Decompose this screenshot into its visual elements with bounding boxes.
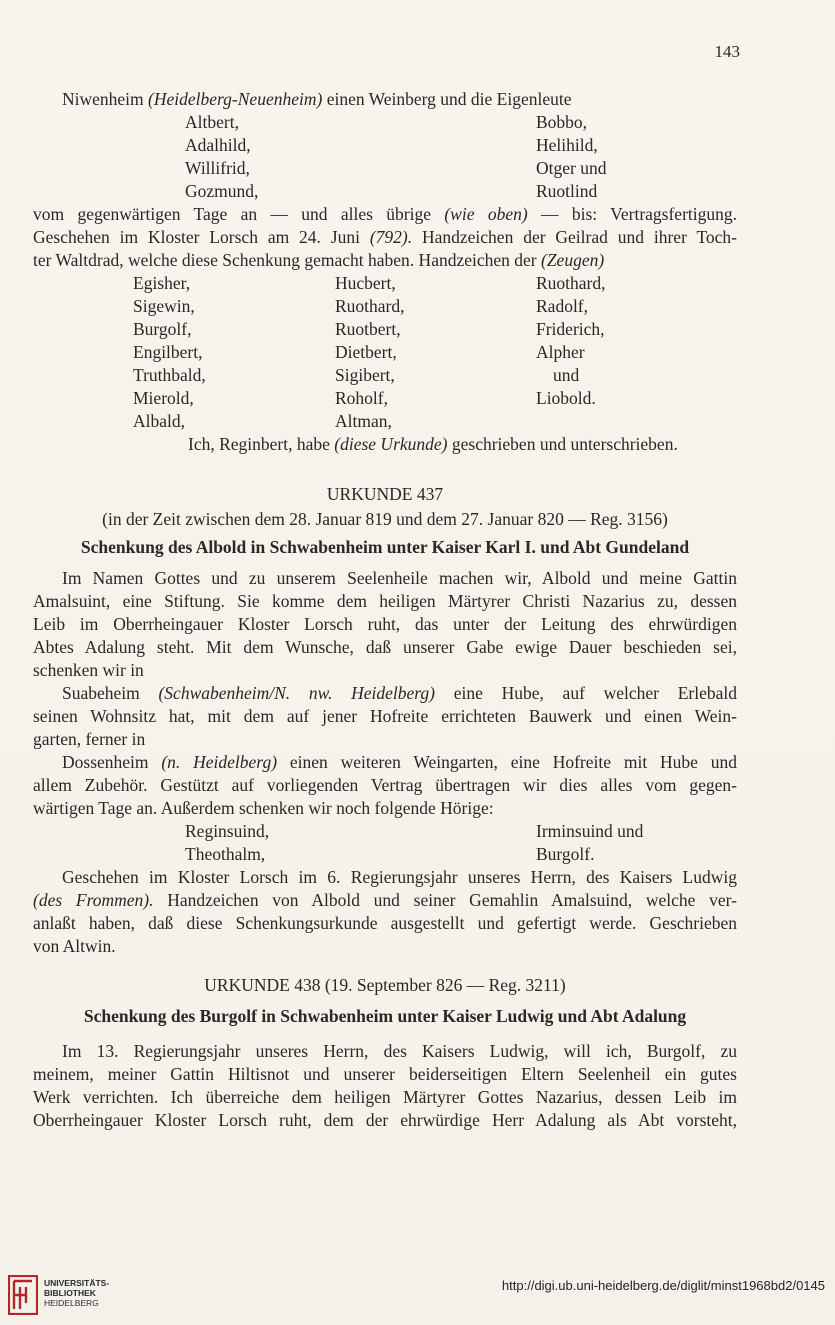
witness-name: Truthbald, xyxy=(133,365,206,385)
document-title: URKUNDE 437 xyxy=(326,484,444,504)
witness-name: Altman, xyxy=(335,411,392,431)
name-entry: Bobbo, xyxy=(536,112,588,132)
witness-name: Engilbert, xyxy=(133,342,203,362)
text-line: Geschehen im Kloster Lorsch am 24. Juni (792). Handzeichen der Geilrad und ihrer Toch- xyxy=(33,227,738,247)
witness-name: Dietbert, xyxy=(335,342,397,362)
witness-name: Albald, xyxy=(133,411,186,431)
witness-name: Ruothard, xyxy=(536,273,606,293)
logo-line: HEIDELBERG xyxy=(44,1298,99,1308)
text-line: Abtes Adalung steht. Mit dem Wunsche, daß unserer Gabe ewige Dauer beschieden sei, xyxy=(33,637,737,657)
text-line: Amalsuint, eine Stiftung. Sie komme dem heiligen Märtyrer Christi Nazarius zu, dessen xyxy=(33,591,737,611)
text-line: schenken wir in xyxy=(33,660,144,680)
text-line: Werk verrichten. Ich überreiche dem heiligen Märtyrer Gottes Nazarius, dessen Leib im xyxy=(33,1087,737,1107)
text-line: anlaßt haben, daß diese Schenkungsurkunde ausgestellt und gefertigt werde. Geschrieben xyxy=(33,913,737,933)
text-line: ter Waltdrad, welche diese Schenkung gemacht haben. Handzeichen der (Zeugen) xyxy=(33,250,605,270)
witness-name: Radolf, xyxy=(536,296,589,316)
text-line: Oberrheingauer Kloster Lorsch ruht, dem der ehrwürdige Herr Adalung als Abt vorsteht, xyxy=(33,1110,737,1130)
text-line: wärtigen Tage an. Außerdem schenken wir noch folgende Hörige: xyxy=(33,798,494,818)
signature-line: Ich, Reginbert, habe (diese Urkunde) geschrieben und unterschrieben. xyxy=(188,434,678,454)
text-line: garten, ferner in xyxy=(33,729,146,749)
document-date: (in der Zeit zwischen dem 28. Januar 819 und dem 27. Januar 820 — Reg. 3156) xyxy=(102,509,668,529)
text-line: allem Zubehör. Gestützt auf vorliegenden Vertrag übertragen wir dies alles vom gegen- xyxy=(33,775,737,795)
witness-name: Alpher xyxy=(536,342,585,362)
text-line: Suabeheim (Schwabenheim/N. nw. Heidelberg) eine Hube, auf welcher Erlebald xyxy=(62,683,737,703)
name-entry: Theothalm, xyxy=(185,844,266,864)
witness-name: Hucbert, xyxy=(335,273,396,293)
name-entry: Willifrid, xyxy=(185,158,250,178)
witness-name: und xyxy=(553,365,580,385)
name-entry: Adalhild, xyxy=(185,135,251,155)
witness-name: Egisher, xyxy=(133,273,191,293)
logo-line: BIBLIOTHEK xyxy=(44,1288,96,1298)
name-entry: Gozmund, xyxy=(185,181,259,201)
text-line: Niwenheim (Heidelberg-Neuenheim) einen Weinberg und die Eigenleute xyxy=(62,89,572,109)
witness-name: Mierold, xyxy=(133,388,194,408)
text-line: (des Frommen). Handzeichen von Albold und seiner Gemahlin Amalsuind, welche ver- xyxy=(33,890,737,910)
name-entry: Irminsuind und xyxy=(536,821,644,841)
logo-line: UNIVERSITÄTS- xyxy=(44,1278,110,1288)
text-line: Leib im Oberrheingauer Kloster Lorsch ruht, das unter der Leitung des ehrwürdigen xyxy=(33,614,737,634)
document-heading: Schenkung des Burgolf in Schwabenheim unter Kaiser Ludwig und Abt Adalung xyxy=(83,1006,687,1026)
text-line: Im Namen Gottes und zu unserem Seelenheile machen wir, Albold und meine Gattin xyxy=(62,568,737,588)
name-entry: Ruotlind xyxy=(536,181,598,201)
library-logo xyxy=(8,1271,148,1319)
text-line: Im 13. Regierungsjahr unseres Herrn, des Kaisers Ludwig, will ich, Burgolf, zu xyxy=(62,1041,737,1061)
name-entry: Otger und xyxy=(536,158,607,178)
witness-name: Ruotbert, xyxy=(335,319,401,339)
text-line: Dossenheim (n. Heidelberg) einen weiteren Weingarten, eine Hofreite mit Hube und xyxy=(62,752,737,772)
text-line: vom gegenwärtigen Tage an — und alles übrige (wie oben) — bis: Vertragsfertigung. xyxy=(33,204,737,224)
text-line: Geschehen im Kloster Lorsch im 6. Regierungsjahr unseres Herrn, des Kaisers Ludwig xyxy=(62,867,737,887)
witness-name: Friderich, xyxy=(536,319,605,339)
source-url[interactable]: http://digi.ub.uni-heidelberg.de/diglit/minst1968bd2/0145 xyxy=(501,1278,825,1293)
library-logo-icon xyxy=(8,1275,38,1315)
page-number: 143 xyxy=(714,42,740,61)
text-line: meinem, meiner Gattin Hiltisnot und unserer beiderseitigen Eltern Seelenheil ein gutes xyxy=(33,1064,737,1084)
name-entry: Helihild, xyxy=(536,135,598,155)
witness-name: Ruothard, xyxy=(335,296,405,316)
witness-name: Burgolf, xyxy=(133,319,192,339)
name-entry: Altbert, xyxy=(185,112,239,132)
document-heading: Schenkung des Albold in Schwabenheim unter Kaiser Karl I. und Abt Gundeland xyxy=(80,537,690,557)
text-line: von Altwin. xyxy=(33,936,116,956)
name-entry: Burgolf. xyxy=(536,844,595,864)
witness-name: Sigewin, xyxy=(133,296,195,316)
witness-name: Sigibert, xyxy=(335,365,395,385)
document-title: URKUNDE 438 (19. September 826 — Reg. 3211) xyxy=(204,975,566,995)
name-entry: Reginsuind, xyxy=(185,821,270,841)
witness-name: Roholf, xyxy=(335,388,388,408)
witness-name: Liobold. xyxy=(536,388,596,408)
text-line: seinen Wohnsitz hat, mit dem auf jener Hofreite errichteten Bauwerk und einen Wein- xyxy=(33,706,737,726)
